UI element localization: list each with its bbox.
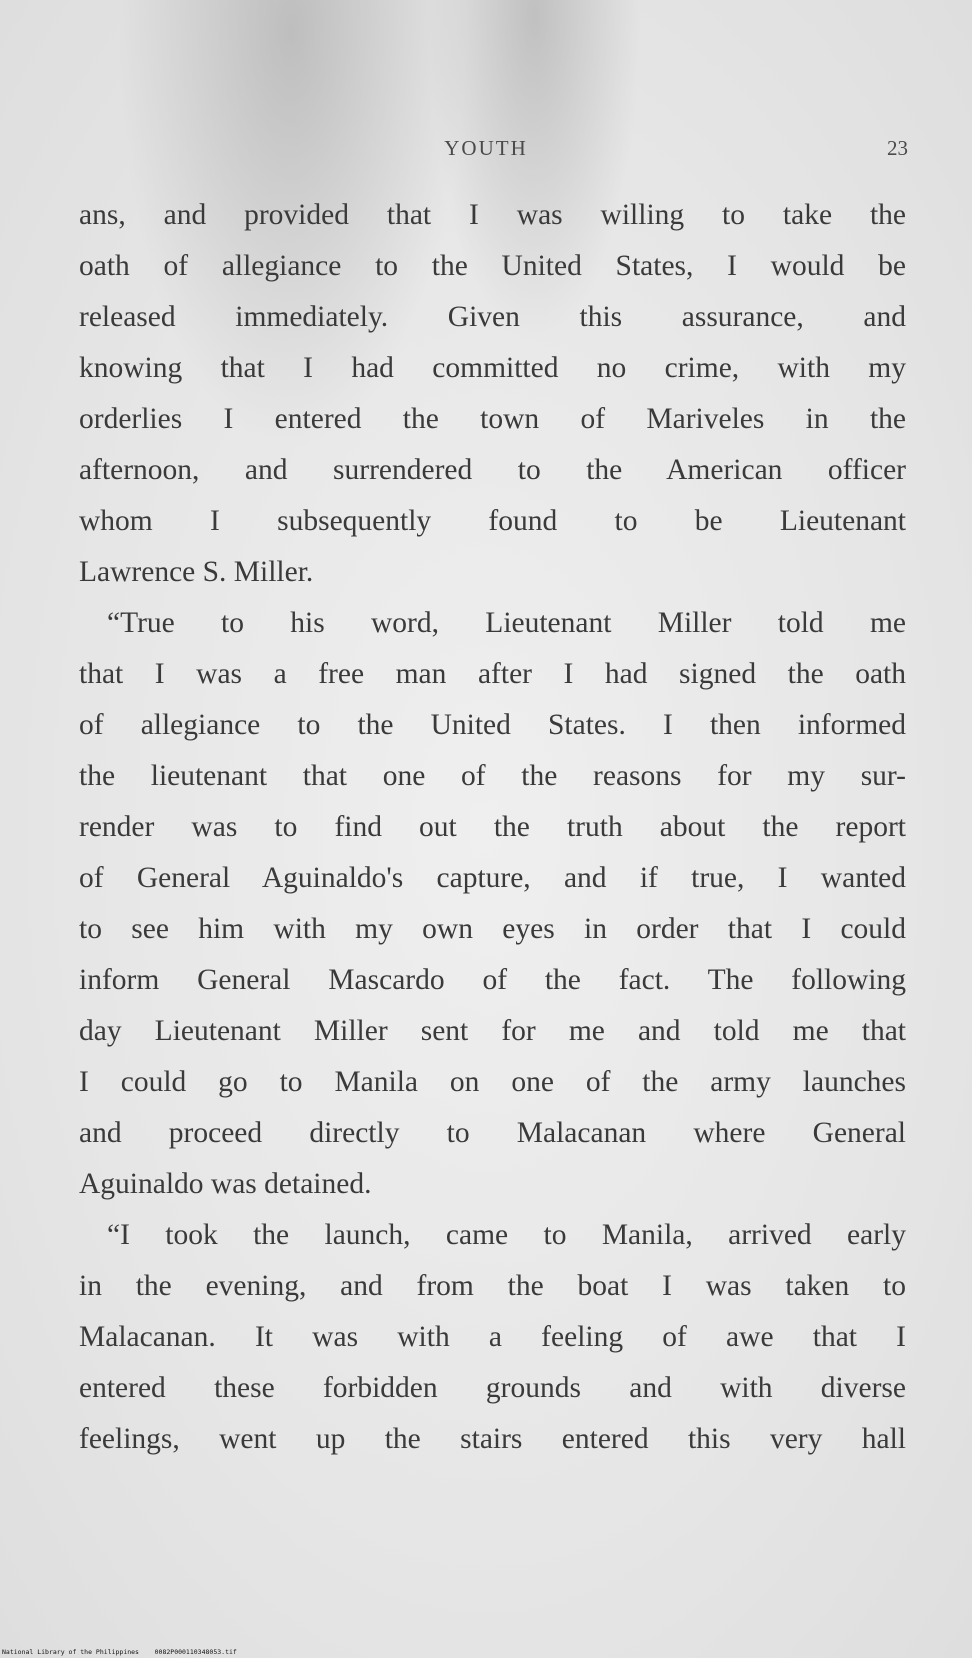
text-line: I could go to Manila on one of the army launches — [79, 1066, 906, 1098]
text-line: released immediately. Given this assurance, and — [79, 301, 906, 333]
text-line: of allegiance to the United States. I then informed — [79, 709, 906, 741]
text-line: “True to his word, Lieutenant Miller told me — [107, 607, 906, 639]
running-title: YOUTH — [444, 136, 528, 160]
text-line: oath of allegiance to the United States, I would be — [79, 250, 906, 282]
text-line: day Lieutenant Miller sent for me and told me that — [79, 1015, 906, 1047]
text-line: Lawrence S. Miller. — [79, 556, 314, 588]
text-line: ans, and provided that I was willing to take the — [79, 199, 906, 231]
body-text — [79, 190, 906, 1465]
running-head — [0, 136, 972, 166]
text-line: Aguinaldo was detained. — [79, 1168, 372, 1200]
page-number: 23 — [887, 136, 908, 160]
text-line: Malacanan. It was with a feeling of awe that I — [79, 1321, 906, 1353]
text-line: inform General Mascardo of the fact. The following — [79, 964, 906, 996]
text-line: “I took the launch, came to Manila, arrived early — [107, 1219, 906, 1251]
text-line: afternoon, and surrendered to the American officer — [79, 454, 906, 486]
scan-credit — [2, 1648, 237, 1656]
text-line: to see him with my own eyes in order that I could — [79, 913, 906, 945]
text-line: in the evening, and from the boat I was taken to — [79, 1270, 906, 1302]
text-line: entered these forbidden grounds and with diverse — [79, 1372, 906, 1404]
text-line: whom I subsequently found to be Lieutenant — [79, 505, 906, 537]
file-name: 0082P000110348053.tif — [154, 1648, 237, 1656]
text-line: knowing that I had committed no crime, with my — [79, 352, 906, 384]
text-line: render was to find out the truth about the report — [79, 811, 906, 843]
text-line: that I was a free man after I had signed the oath — [79, 658, 906, 690]
library-name: National Library of the Philippines — [2, 1648, 139, 1656]
text-line: of General Aguinaldo's capture, and if true, I wanted — [79, 862, 906, 894]
text-line: the lieutenant that one of the reasons for my sur- — [79, 760, 906, 792]
text-line: and proceed directly to Malacanan where General — [79, 1117, 906, 1149]
text-line: feelings, went up the stairs entered this very hall — [79, 1423, 906, 1455]
text-line: orderlies I entered the town of Mariveles in the — [79, 403, 906, 435]
